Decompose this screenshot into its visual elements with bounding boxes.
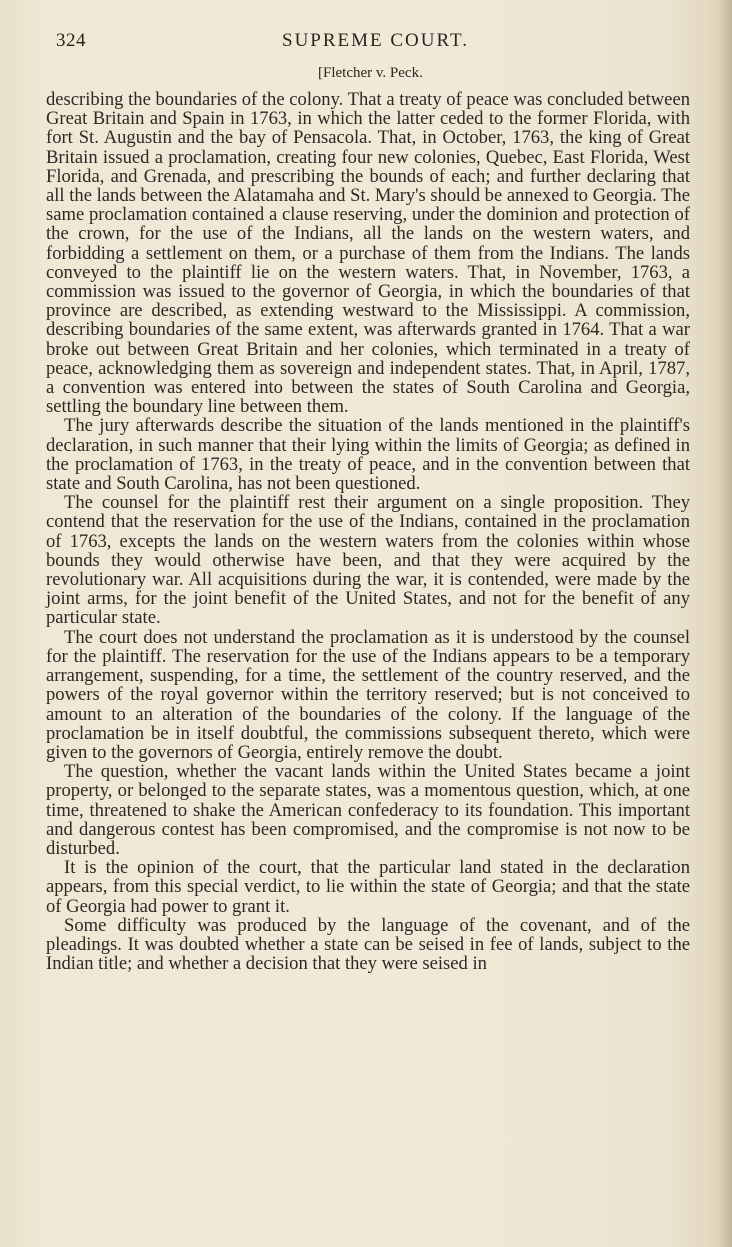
case-reference: [Fletcher v. Peck. bbox=[318, 65, 423, 81]
paragraph-5: The question, whether the vacant lands within the United States became a joint property, or belonged to the separate states, was a momentous question, which, at one time, threatened to shake the American confederacy to its foundation. This important and dangerous contest has been compromised, and the compromise is not now to be disturbed. bbox=[46, 761, 690, 859]
paragraph-2: The jury afterwards describe the situation of the lands mentioned in the plaintiff's declaration, in such manner that their lying within the limits of Georgia; as defined in the proclamation of 1763, in the treaty of peace, and in the convention between that state and South Carolina, has not been questioned. bbox=[46, 415, 690, 495]
paragraph-4: The court does not understand the proclamation as it is understood by the counsel for the plaintiff. The reservation for the use of the Indians appears to be a temporary arrangement, suspending, for a time, the settlement of the country reserved, and the powers of the royal governor within the territory reserved; but is not conceived to amount to an alteration of the boundaries of the colony. If the language of the proclamation be in itself doubtful, the commissions subsequent thereto, which were given to the governors of Georgia, entirely remove the doubt. bbox=[46, 626, 690, 763]
page-header bbox=[56, 30, 692, 58]
page-number: 324 bbox=[56, 30, 86, 51]
body-text bbox=[46, 90, 690, 973]
paragraph-1: describing the boundaries of the colony. That a treaty of peace was concluded between Great Britain and Spain in 1763, in which the latter ceded to the former Florida, with fort St. Augustin and the bay of Pensacola. That, in October, 1763, the king of Great Britain issued a proclamation, creating four new colonies, Quebec, East Florida, West Florida, and Grenada, and prescribing the bounds of each; and further declaring that all the lands between the Alatamaha and St. Mary's should be annexed to Georgia. The same proclamation contained a clause reserving, under the dominion and protection of the crown, for the use of the Indians, all the lands on the western waters, and forbidding a settlement on them, or a purchase of them from the Indians. The lands conveyed to the plaintiff lie on the western waters. That, in November, 1763, a commission was issued to the governor of Georgia, in which the boundaries of that province are described, as extending westward to the Mississippi. A commission, describing boundaries of the same extent, was afterwards granted in 1764. That a war broke out between Great Britain and her colonies, which terminated in a treaty of peace, acknowledging them as sovereign and independent states. That, in April, 1787, a convention was entered into between the states of South Carolina and Georgia, settling the boundary line between them. bbox=[46, 89, 690, 418]
paragraph-6: It is the opinion of the court, that the particular land stated in the declaration appears, from this special verdict, to lie within the state of Georgia; and that the state of Georgia had power to grant it. bbox=[46, 857, 690, 917]
running-head: SUPREME COURT. bbox=[282, 30, 469, 51]
paragraph-7: Some difficulty was produced by the language of the covenant, and of the pleadings. It was doubted whether a state can be seised in fee of lands, subject to the Indian title; and whether a decision that they were seised in bbox=[46, 914, 690, 975]
page-gutter-shadow bbox=[718, 0, 732, 1247]
paragraph-3: The counsel for the plaintiff rest their argument on a single proposition. They contend that the reservation for the use of the Indians, contained in the proclamation of 1763, excepts the lands on the western waters from the colonies within whose bounds they would otherwise have been, and that they were acquired by the revolutionary war. All acquisitions during the war, it is contended, were made by the joint arms, for the joint benefit of the United States, and not for the benefit of any particular state. bbox=[46, 492, 690, 629]
